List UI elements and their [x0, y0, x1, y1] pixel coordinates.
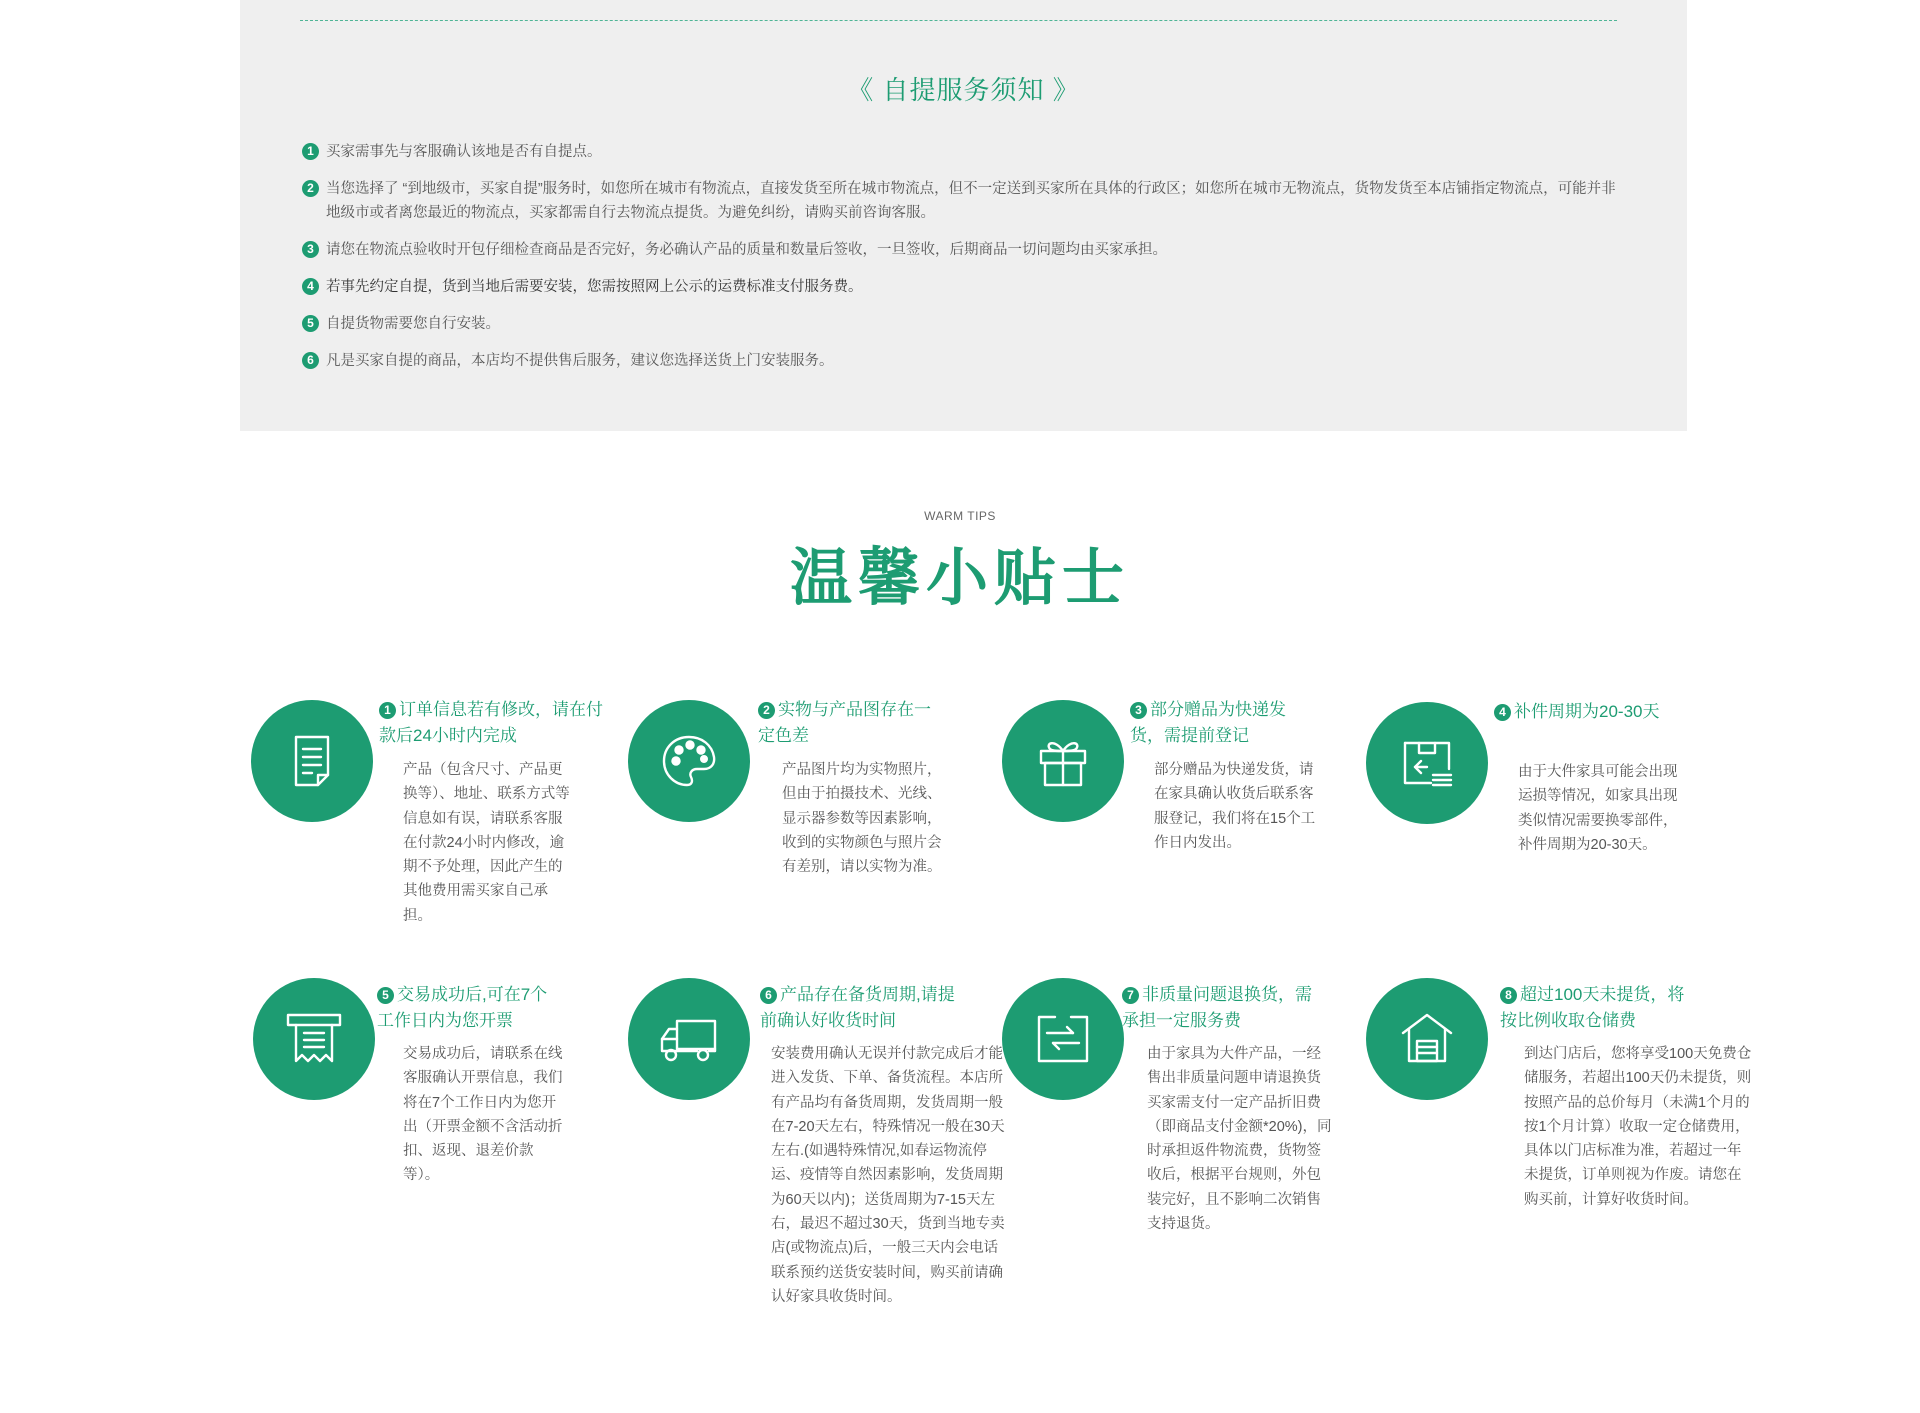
truck-icon: [628, 978, 750, 1100]
tip-body: 安装费用确认无误并付款完成后才能进入发货、下单、备货流程。本店所有产品均有备货周期，发货周期一般在7-20天左右，特殊情况一般在30天左右.(如遇特殊情况,如春运物流停运、疫情等自然因素影响，发货周期为60天以内)；送货周期为7-15天左右，最迟不超过30天，货到当地专卖店(或物流点)后，一般三天内会电话联系预约送货安装时间，购买前请确认好家具收货时间。: [771, 1046, 1005, 1305]
tip-heading: [1130, 697, 1300, 749]
tip-heading: [1122, 982, 1322, 1034]
document-icon: [251, 700, 373, 822]
tip-body: 部分赠品为快递发货，请在家具确认收货后联系客服登记，我们将在15个工作日内发出。: [1154, 762, 1316, 851]
number-badge: 1: [379, 702, 396, 719]
notice-item: [302, 177, 1620, 225]
number-badge: 7: [1122, 987, 1139, 1004]
number-badge: 6: [760, 987, 777, 1004]
palette-icon: [628, 700, 750, 822]
tip-heading-text: 部分赠品为快递发货，需提前登记: [1130, 700, 1286, 745]
tip-heading: [377, 982, 562, 1034]
number-badge: 2: [758, 702, 775, 719]
notice-item: [302, 275, 1620, 299]
notice-item-text: 请您在物流点验收时开包仔细检查商品是否完好，务必确认产品的质量和数量后签收，一旦签收，后期商品一切问题均由买家承担。: [326, 242, 1167, 258]
notice-item-text: 当您选择了 “到地级市，买家自提”服务时，如您所在城市有物流点，直接发货至所在城市物流点，但不一定送到买家所在具体的行政区；如您所在城市无物流点，货物发货至本店铺指定物流点，可能并非地级市或者离您最近的物流点，买家都需自行去物流点提货。为避免纠纷，请购买前咨询客服。: [326, 181, 1616, 221]
notice-item-text: 若事先约定自提，货到当地后需要安装，您需按照网上公示的运费标准支付服务费。: [326, 279, 863, 295]
tip-heading-text: 补件周期为20-30天: [1514, 702, 1660, 721]
tip-body: 产品图片均为实物照片，但由于拍摄技术、光线、显示器参数等因素影响，收到的实物颜色与照片会有差别，请以实物为准。: [782, 762, 942, 876]
notice-item: [302, 140, 1620, 164]
number-badge: 2: [302, 180, 319, 197]
parts-box-icon: [1366, 702, 1488, 824]
tip-heading-text: 实物与产品图存在一定色差: [758, 700, 931, 745]
notice-item: [302, 312, 1620, 336]
tip-heading-text: 超过100天未提货，将按比例收取仓储费: [1500, 985, 1685, 1030]
tip-heading-text: 非质量问题退换货，需承担一定服务费: [1122, 985, 1312, 1030]
number-badge: 6: [302, 352, 319, 369]
receipt-icon: [253, 978, 375, 1100]
number-badge: 3: [1130, 702, 1147, 719]
notice-item-text: 凡是买家自提的商品，本店均不提供售后服务，建议您选择送货上门安装服务。: [326, 353, 834, 369]
warm-tips-title: 温馨小贴士: [789, 544, 1130, 613]
tip-body: 交易成功后，请联系在线客服确认开票信息，我们将在7个工作日内为您开出（开票金额不含活动折扣、返现、退差价款等）。: [403, 1046, 563, 1184]
tip-heading: [1494, 699, 1664, 725]
number-badge: 4: [302, 278, 319, 295]
tip-body: 由于大件家具可能会出现运损等情况，如家具出现类似情况需要换零部件，补件周期为20-30天。: [1518, 764, 1678, 853]
warehouse-icon: [1366, 978, 1488, 1100]
dashed-divider: [300, 20, 1617, 21]
notice-item-text: 买家需事先与客服确认该地是否有自提点。: [326, 144, 602, 160]
notice-item: [302, 238, 1620, 262]
tip-body: 到达门店后，您将享受100天免费仓储服务，若超出100天仍未提货，则按照产品的总价每月（未满1个月的按1个月计算）收取一定仓储费用，具体以门店标准为准，若超过一年未提货，订单则视为作废。请您在购买前，计算好收货时间。: [1524, 1046, 1752, 1208]
warm-tips-subtitle: WARM TIPS: [924, 509, 996, 523]
number-badge: 5: [302, 315, 319, 332]
notice-title: 《 自提服务须知 》: [847, 75, 1080, 105]
tip-body: 由于家具为大件产品，一经售出非质量问题申请退换货买家需支付一定产品折旧费（即商品支付金额*20%)，同时承担返件物流费，货物签收后，根据平台规则，外包装完好，且不影响二次销售支持退货。: [1147, 1046, 1332, 1233]
notice-item: [302, 349, 1620, 373]
number-badge: 4: [1494, 704, 1511, 721]
number-badge: 1: [302, 143, 319, 160]
return-exchange-icon: [1002, 978, 1124, 1100]
tip-heading-text: 产品存在备货周期,请提前确认好收货时间: [760, 985, 955, 1030]
tip-heading: [760, 982, 960, 1034]
tip-heading-text: 交易成功后,可在7个工作日内为您开票: [377, 985, 548, 1030]
number-badge: 3: [302, 241, 319, 258]
tip-heading: [379, 697, 609, 749]
number-badge: 8: [1500, 987, 1517, 1004]
tip-body: 产品（包含尺寸、产品更换等）、地址、联系方式等信息如有误，请联系客服在付款24小时内修改，逾期不予处理，因此产生的其他费用需买家自己承担。: [403, 762, 570, 924]
self-pickup-notice-panel: [240, 0, 1687, 431]
notice-item-text: 自提货物需要您自行安装。: [326, 316, 500, 332]
tip-heading-text: 订单信息若有修改，请在付款后24小时内完成: [379, 700, 603, 745]
notice-list: [302, 140, 1620, 386]
tip-heading: [1500, 982, 1700, 1034]
number-badge: 5: [377, 987, 394, 1004]
tip-heading: [758, 697, 933, 749]
gift-icon: [1002, 700, 1124, 822]
